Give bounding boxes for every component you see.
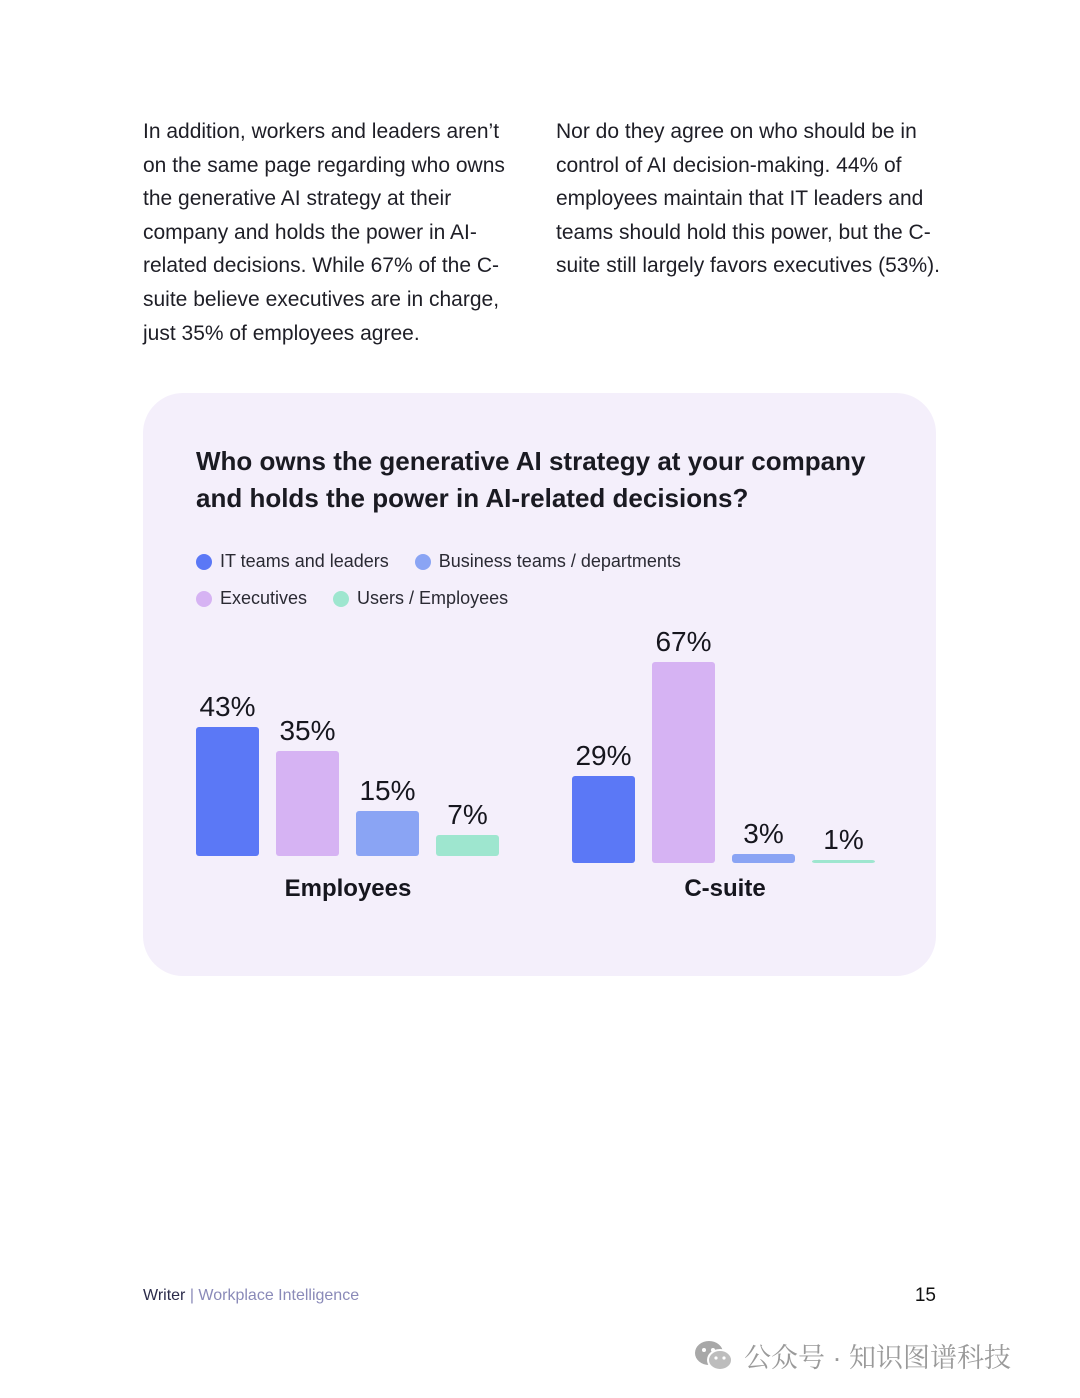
footer — [143, 1287, 359, 1305]
legend-label: Users / Employees — [357, 588, 509, 608]
bar-value-label: 3% — [743, 818, 784, 849]
right-paragraph: Nor do they agree on who should be in control of AI decision-making. 44% of employees maintain that IT leaders and teams should hold this power, but the C-suite still largely favors executives (53%). — [556, 120, 940, 278]
watermark — [694, 1336, 1011, 1375]
footer-separator: | — [185, 1287, 199, 1304]
legend-label: IT teams and leaders — [220, 551, 389, 571]
category-label: C-suite — [684, 875, 766, 902]
bar-value-label: 15% — [359, 775, 416, 806]
bar-employees-1 — [276, 751, 339, 856]
footer-subtitle: Workplace Intelligence — [198, 1287, 360, 1304]
bar-employees-3 — [436, 835, 499, 856]
bar-c-suite-1 — [652, 662, 715, 863]
page-number: 15 — [914, 1285, 936, 1306]
bar-employees-2 — [356, 811, 419, 856]
watermark-text: 公众号 · 知识图谱科技 — [744, 1343, 1011, 1373]
bar-value-label: 35% — [279, 715, 336, 746]
bar-c-suite-3 — [812, 860, 875, 863]
chart-card — [143, 393, 936, 976]
chart-title: Who owns the generative AI strategy at your company and holds the power in AI-related decisions? — [196, 446, 866, 513]
legend-label: Executives — [220, 588, 308, 608]
bar-employees-0 — [196, 727, 259, 856]
category-label: Employees — [284, 875, 412, 902]
bar-chart — [143, 393, 936, 976]
bar-c-suite-2 — [732, 854, 795, 863]
bar-value-label: 1% — [823, 824, 864, 855]
left-paragraph: In addition, workers and leaders aren’t on the same page regarding who owns the generative AI strategy at their company and holds the power in AI-related decisions. While 67% of the C-suite believe executives are in charge, just 35% of employees agree. — [143, 120, 505, 345]
bar-value-label: 29% — [575, 740, 632, 771]
footer-brand: Writer — [143, 1287, 186, 1304]
bar-c-suite-0 — [572, 776, 635, 863]
bar-value-label: 67% — [655, 626, 712, 657]
bar-value-label: 7% — [447, 799, 488, 830]
wechat-icon — [694, 1339, 734, 1373]
bar-value-label: 43% — [199, 691, 256, 722]
legend-label: Business teams / departments — [438, 551, 681, 571]
